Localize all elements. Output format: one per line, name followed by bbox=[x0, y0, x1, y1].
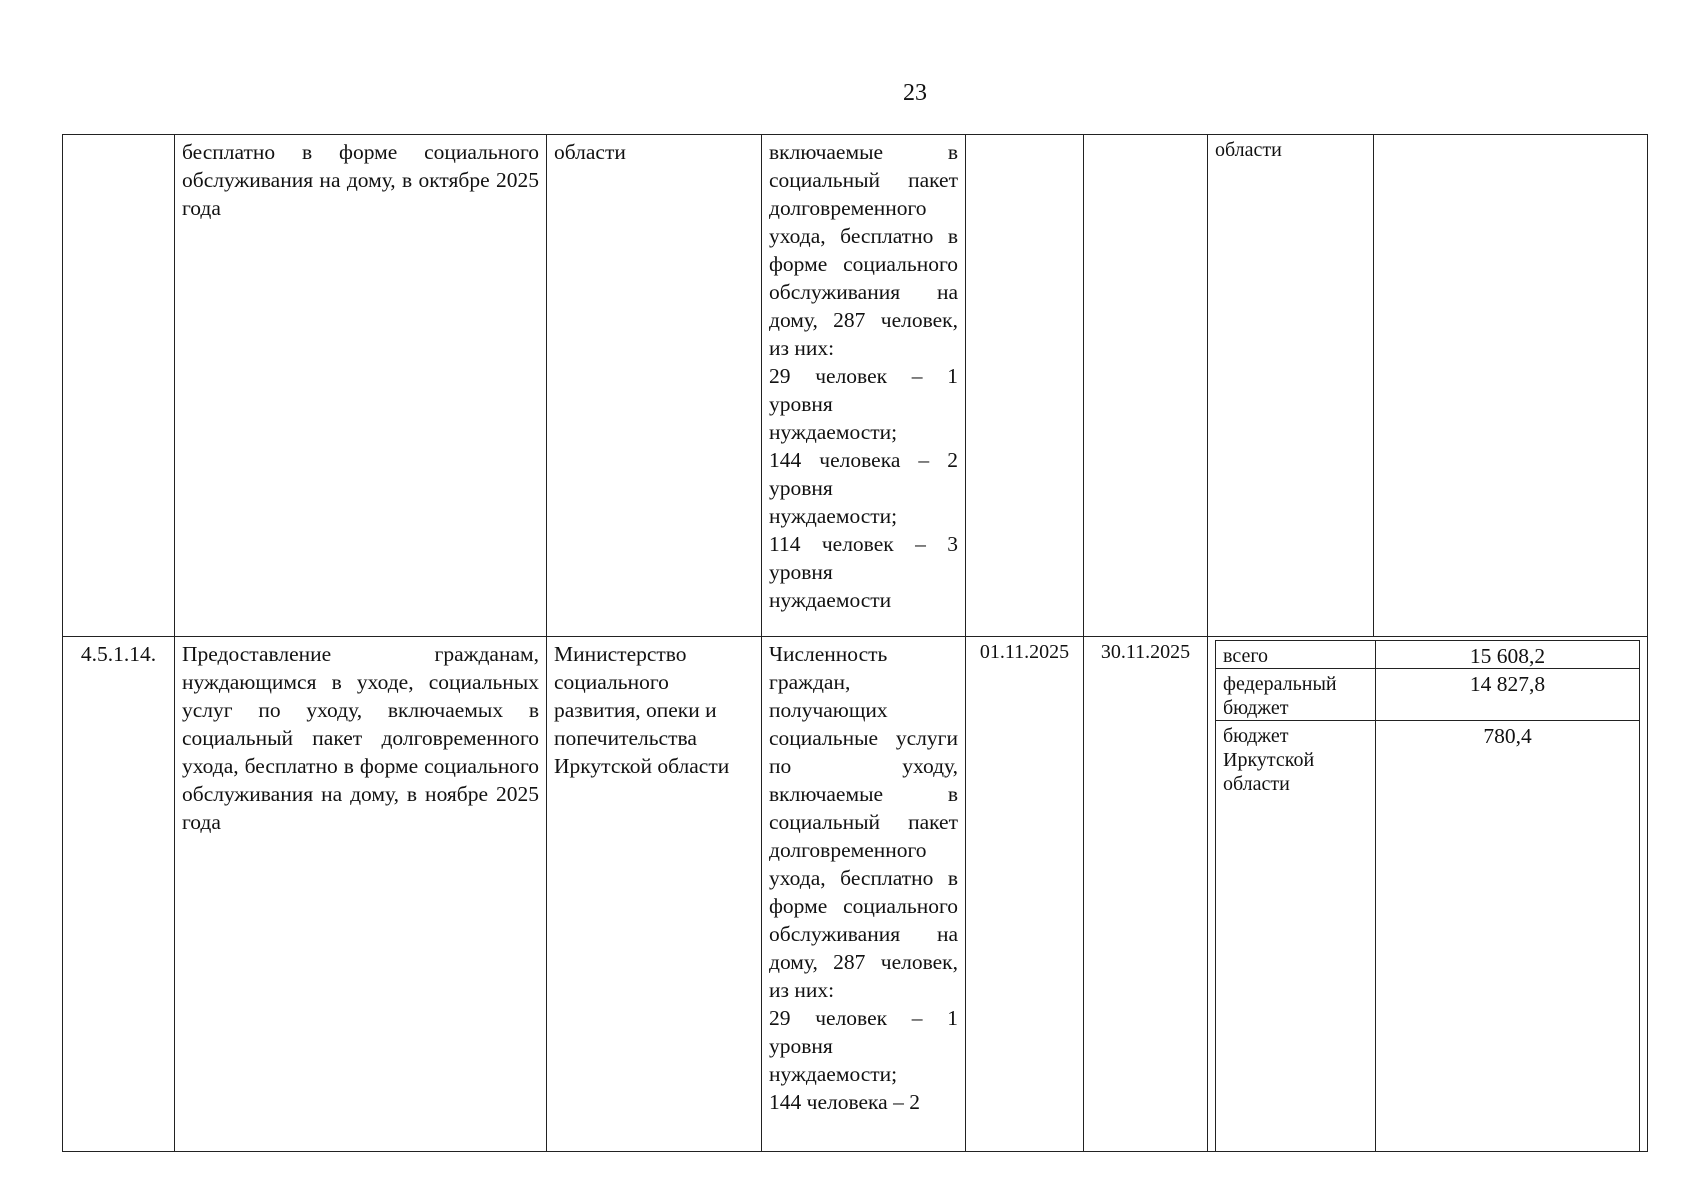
indicator-line: Численность граждан, получающих социальные услуги по уходу, включаемые в социальный пакет долговременного ухода, бесплатно в форме социального обслуживания на дому, 287 человек, из них: bbox=[769, 642, 958, 1002]
indicator-line: 114 человек – 3 уровня нуждаемости bbox=[769, 532, 958, 612]
financing-table bbox=[1215, 640, 1640, 1151]
continued-start-date bbox=[966, 135, 1084, 637]
continued-row bbox=[63, 135, 1648, 637]
indicator-line: 29 человек – 1 уровня нуждаемости; bbox=[769, 1006, 958, 1086]
financing-cell bbox=[1208, 637, 1648, 1152]
continued-description: бесплатно в форме социального обслуживания на дому, в октябре 2025 года bbox=[175, 135, 547, 637]
page-number: 23 bbox=[903, 80, 927, 106]
continued-end-date bbox=[1084, 135, 1208, 637]
continued-amount bbox=[1374, 135, 1648, 637]
financing-row-total bbox=[1216, 641, 1640, 669]
financing-amount: 14 827,8 bbox=[1376, 669, 1640, 721]
indicator-line: 144 человека – 2 уровня нуждаемости; bbox=[769, 448, 958, 528]
financing-row-federal bbox=[1216, 669, 1640, 721]
continued-number-cell bbox=[63, 135, 175, 637]
plan-table bbox=[62, 134, 1648, 1152]
financing-amount: 780,4 bbox=[1376, 721, 1640, 1151]
financing-source: федеральный бюджет bbox=[1216, 669, 1376, 721]
financing-amount: 15 608,2 bbox=[1376, 641, 1640, 669]
row-start-date: 01.11.2025 bbox=[966, 637, 1084, 1152]
row-end-date: 30.11.2025 bbox=[1084, 637, 1208, 1152]
table-row bbox=[63, 637, 1648, 1152]
row-number: 4.5.1.14. bbox=[63, 637, 175, 1152]
row-indicator bbox=[762, 637, 966, 1152]
financing-source: всего bbox=[1216, 641, 1376, 669]
indicator-line: включаемые в социальный пакет долговременного ухода, бесплатно в форме социального обслуживания на дому, 287 человек, из них: bbox=[769, 140, 958, 360]
financing-row-regional bbox=[1216, 721, 1640, 1151]
financing-source: бюджет Иркутской области bbox=[1216, 721, 1376, 1151]
indicator-line: 144 человека – 2 bbox=[769, 1090, 920, 1114]
continued-source: области bbox=[1208, 135, 1374, 637]
row-executor: Министерство социального развития, опеки и попечительства Иркутской области bbox=[547, 637, 762, 1152]
continued-indicator bbox=[762, 135, 966, 637]
continued-executor: области bbox=[547, 135, 762, 637]
indicator-line: 29 человек – 1 уровня нуждаемости; bbox=[769, 364, 958, 444]
row-description: Предоставление гражданам, нуждающимся в уходе, социальных услуг по уходу, включаемых в социальный пакет долговременного ухода, бесплатно в форме социального обслуживания на дому, в ноябре 2025 года bbox=[175, 637, 547, 1152]
